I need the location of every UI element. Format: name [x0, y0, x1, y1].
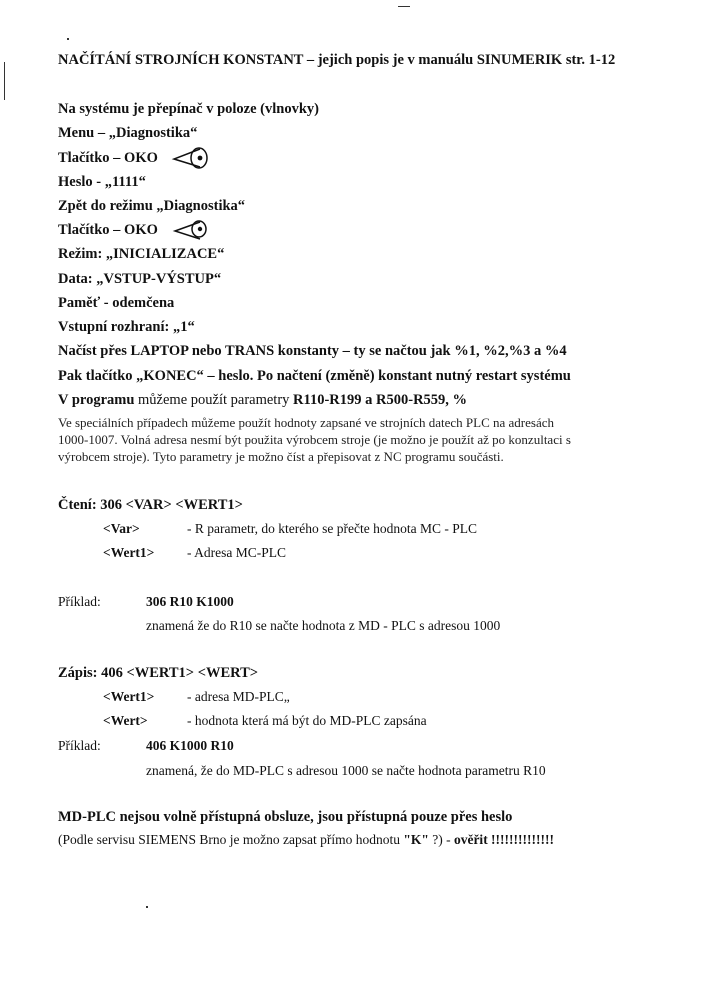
siemens-note-end: ověřit !!!!!!!!!!!!!!: [453, 832, 554, 847]
read-example-desc: znamená že do R10 se načte hodnota z MD - PLC s adresou 1000: [146, 618, 501, 633]
step-7: Režim: „INICIALIZACE“: [58, 246, 225, 262]
step-9: Paměť - odemčena: [58, 295, 175, 311]
write-wert-tag: <Wert>: [103, 713, 148, 728]
eye-button-icon: [170, 217, 212, 243]
special-line-1: Ve speciálních případech můžeme použít hodnoty zapsané ve strojních datech PLC na adresách: [58, 415, 554, 430]
program-params: R110-R199 a R500-R559, %: [293, 392, 468, 408]
step-5: Zpět do režimu „Diagnostika“: [58, 198, 246, 214]
page-title: NAČÍTÁNÍ STROJNÍCH KONSTANT – jejich popis je v manuálu SINUMERIK str. 1-12: [58, 52, 616, 68]
write-example-desc: znamená, že do MD-PLC s adresou 1000 se načte hodnota parametru R10: [146, 763, 546, 778]
step-3: Tlačítko – OKO: [58, 150, 158, 166]
read-heading: Čtení: 306 <VAR> <WERT1>: [58, 497, 243, 513]
write-example-code: 406 K1000 R10: [146, 738, 234, 753]
step-10: Vstupní rozhraní: „1“: [58, 319, 195, 335]
siemens-note-mid: ?) -: [432, 832, 451, 847]
program-prefix: V programu: [58, 392, 135, 408]
write-wert1-desc: - adresa MD-PLC„: [187, 689, 290, 704]
scan-mark-dot: [67, 38, 69, 40]
write-wert1-tag: <Wert1>: [103, 689, 155, 704]
special-line-2: 1000-1007. Volná adresa nesmí být použita výrobcem stroje (je možno je použít až po konzultaci s: [58, 432, 571, 447]
scan-mark-bottom: [146, 906, 148, 908]
step-6: Tlačítko – OKO: [58, 222, 158, 238]
scan-mark-top: [398, 6, 410, 7]
siemens-note: [58, 832, 554, 848]
read-var-tag: <Var>: [103, 521, 140, 536]
step-2: Menu – „Diagnostika“: [58, 125, 198, 141]
read-wert-desc: - Adresa MC-PLC: [187, 545, 286, 560]
write-example-label: Příklad:: [58, 738, 101, 753]
read-wert-tag: <Wert1>: [103, 545, 155, 560]
read-example-code: 306 R10 K1000: [146, 594, 234, 609]
siemens-note-quote: "K": [403, 832, 429, 847]
program-line: [58, 392, 467, 409]
write-heading: Zápis: 406 <WERT1> <WERT>: [58, 665, 259, 681]
write-wert-desc: - hodnota která má být do MD-PLC zapsána: [187, 713, 427, 728]
eye-button-icon: [170, 143, 212, 171]
scan-mark-left: [4, 62, 5, 100]
step-1: Na systému je přepínač v poloze (vlnovky): [58, 101, 319, 117]
step-12: Pak tlačítko „KONEC“ – heslo. Po načtení (změně) konstant nutný restart systému: [58, 368, 571, 384]
special-line-3: výrobcem stroje). Tyto parametry je možno číst a přepisovat z NC programu součásti.: [58, 449, 504, 464]
program-middle: můžeme použít parametry: [138, 392, 290, 408]
step-4: Heslo - „1111“: [58, 174, 146, 190]
step-8: Data: „VSTUP-VÝSTUP“: [58, 271, 222, 287]
read-var-desc: - R parametr, do kterého se přečte hodnota MC - PLC: [187, 521, 478, 536]
access-note: MD-PLC nejsou volně přístupná obsluze, jsou přístupná pouze přes heslo: [58, 809, 513, 825]
siemens-note-prefix: (Podle servisu SIEMENS Brno je možno zapsat přímo hodnotu: [58, 832, 400, 847]
read-example-label: Příklad:: [58, 594, 101, 609]
step-11: Načíst přes LAPTOP nebo TRANS konstanty – ty se načtou jak %1, %2,%3 a %4: [58, 343, 567, 359]
